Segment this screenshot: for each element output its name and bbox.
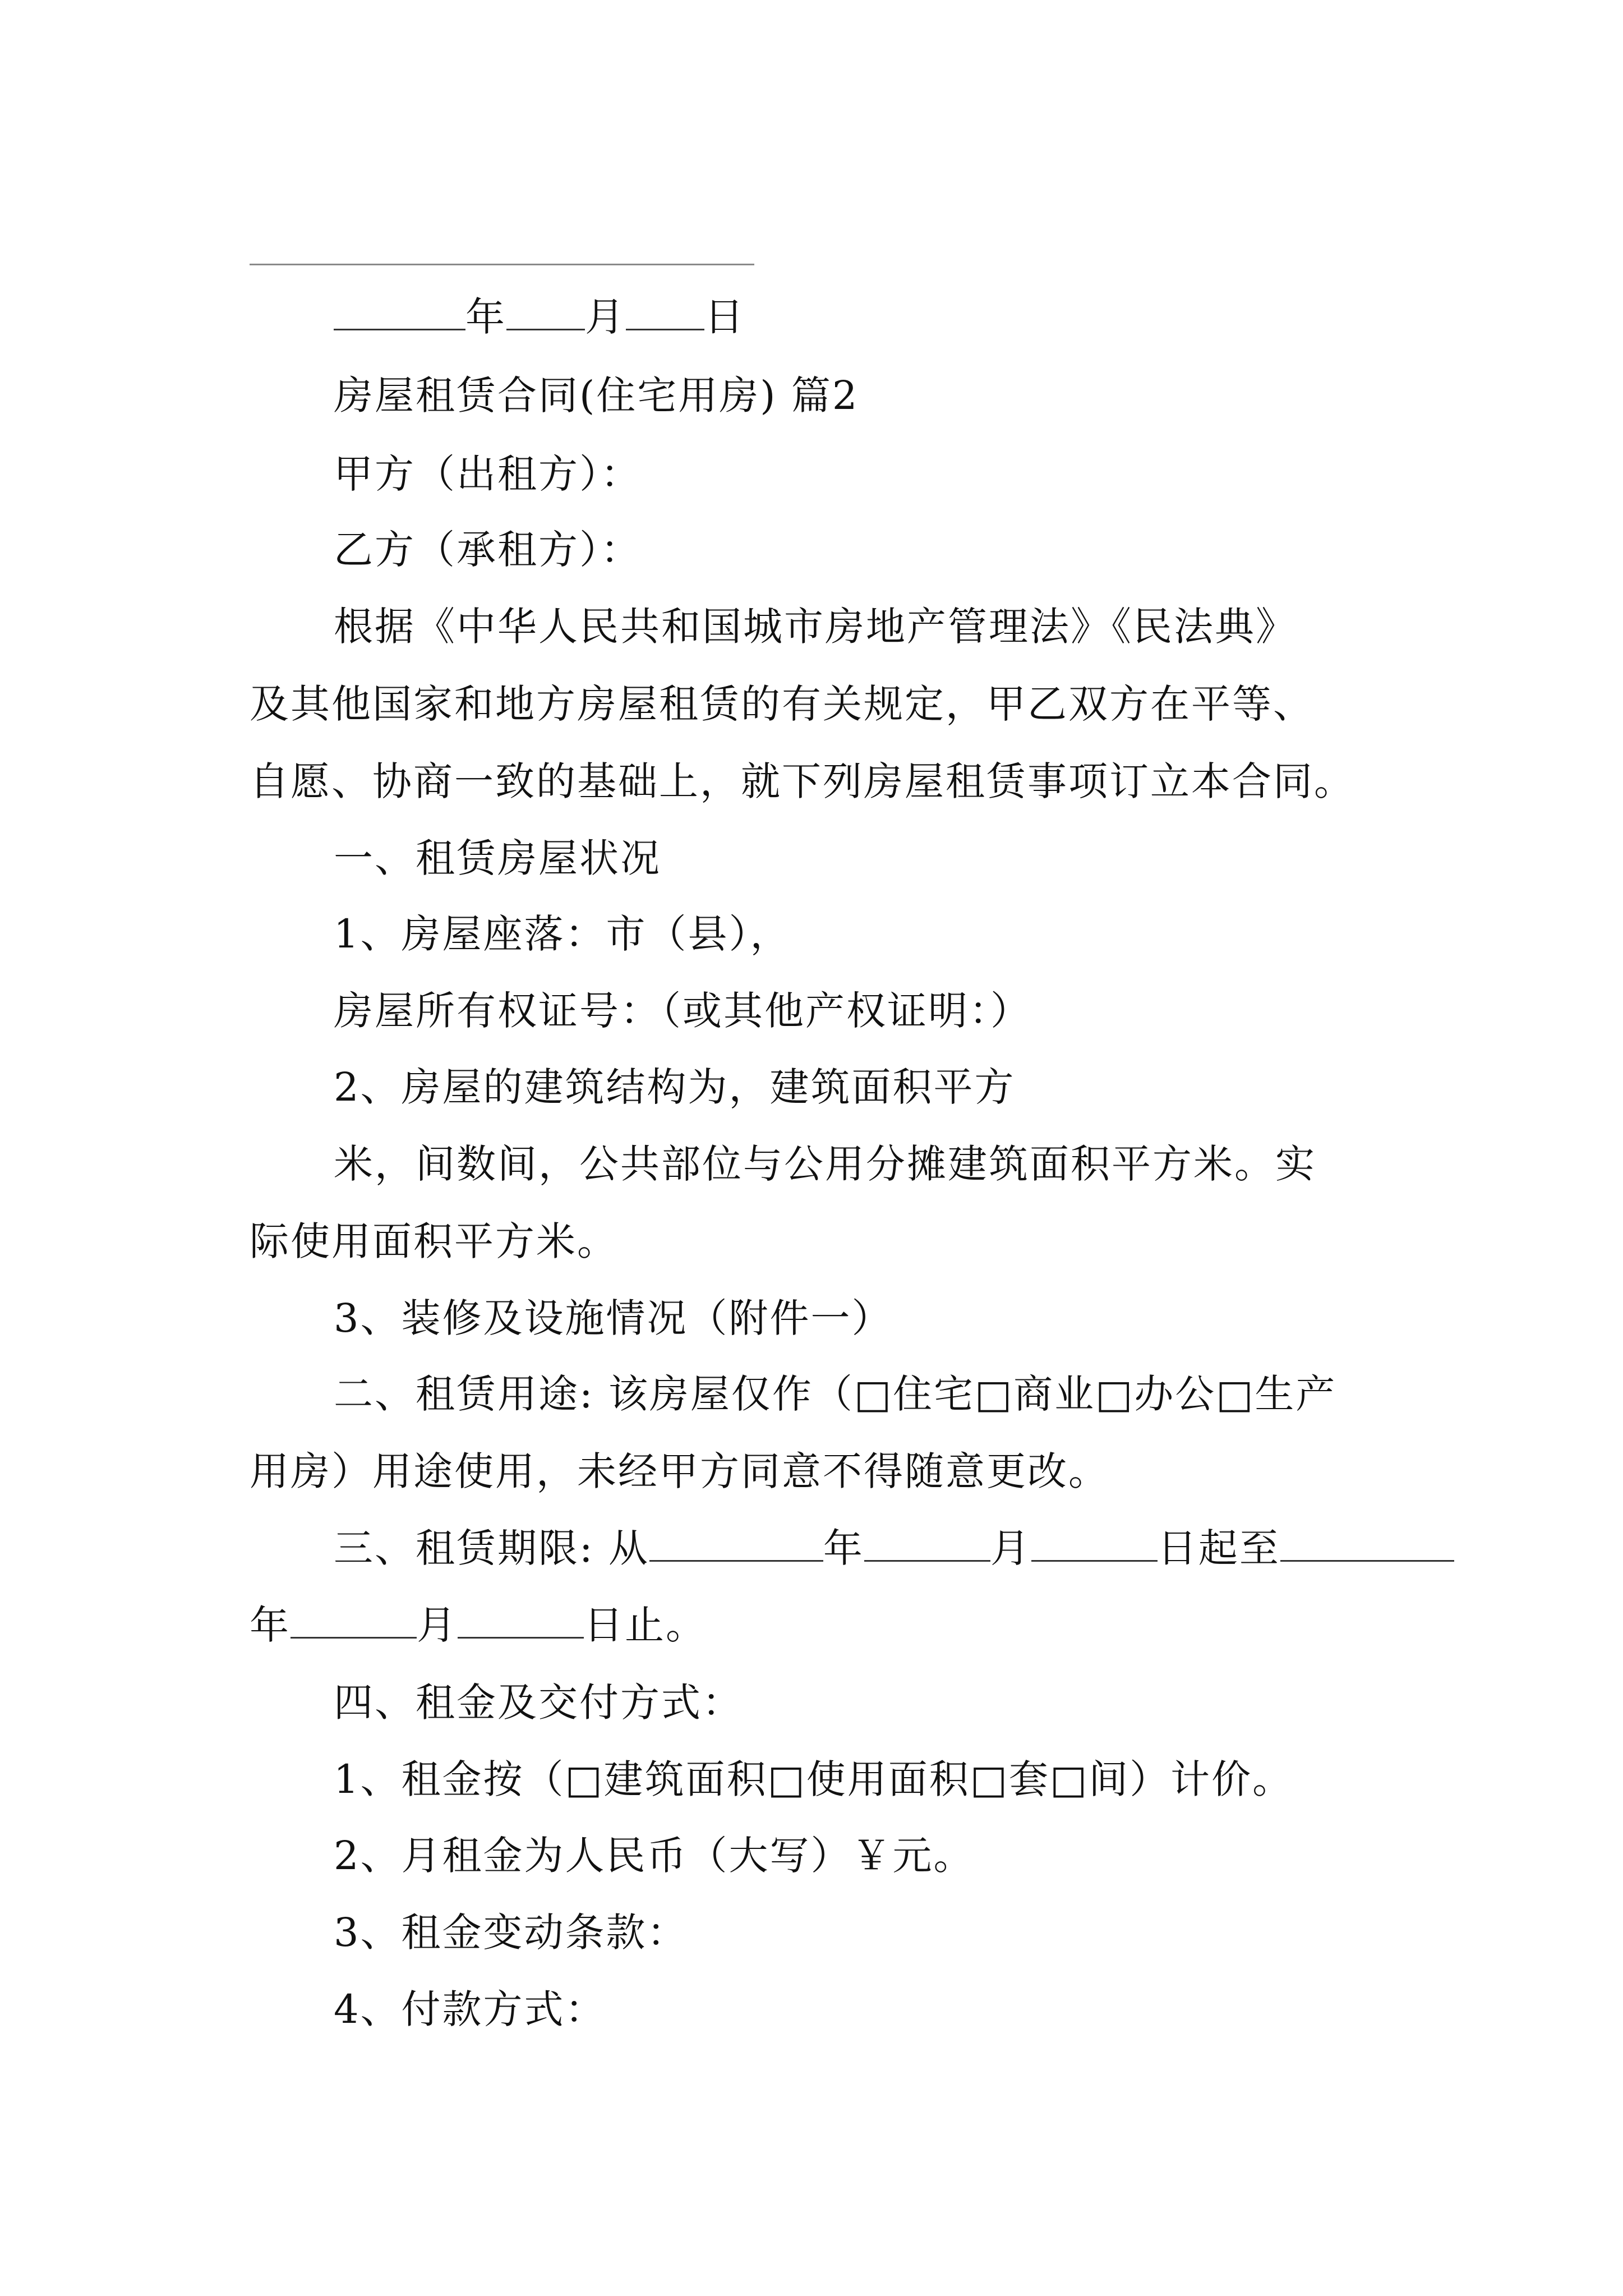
start-month-blank <box>864 1525 990 1562</box>
section-1-item-2-line-3: 际使用面积平方米。 <box>250 1218 618 1264</box>
section-1-certificate: 房屋所有权证号：（或其他产权证明：） <box>334 988 1031 1034</box>
date-line <box>250 292 1388 342</box>
end-day-blank <box>458 1602 584 1639</box>
party-a-label: 甲方（出租方）： <box>334 451 642 497</box>
preamble-line-2: 及其他国家和地方房屋租赁的有关规定，甲乙双方在平等、 <box>250 681 1314 727</box>
date-year-label: 年 <box>465 294 506 340</box>
start-day-blank <box>1031 1525 1158 1562</box>
document-title: 房屋租赁合同(住宅用房) 篇2 <box>334 372 859 418</box>
section-3-line-2 <box>250 1600 1388 1650</box>
section-4-item-1: 1、租金按（□建筑面积□使用面积□套□间）计价。 <box>334 1756 1294 1802</box>
term-month-label: 月 <box>990 1525 1031 1571</box>
term-end-year-label: 年 <box>250 1602 291 1648</box>
section-4-item-4: 4、付款方式： <box>334 1986 606 2032</box>
section-1-item-2-line-2: 米，间数间，公共部位与公用分摊建筑面积平方米。实 <box>334 1141 1316 1187</box>
section-4-item-2: 2、月租金为人民币（大写）￥元。 <box>334 1833 975 1879</box>
date-month-label: 月 <box>585 294 626 340</box>
preamble-line-3: 自愿、协商一致的基础上，就下列房屋租赁事项订立本合同。 <box>250 758 1355 804</box>
section-2-line-2: 用房）用途使用，未经甲方同意不得随意更改。 <box>250 1448 1109 1494</box>
term-year-label: 年 <box>823 1525 864 1571</box>
year-blank <box>334 294 465 330</box>
section-4-item-3: 3、租金变动条款： <box>334 1910 688 1955</box>
section-1-item-3: 3、装修及设施情况（附件一） <box>334 1295 893 1341</box>
signature-rule <box>250 264 754 265</box>
month-blank <box>506 294 585 330</box>
section-1-item-2-line-1: 2、房屋的建筑结构为，建筑面积平方 <box>334 1064 1016 1110</box>
term-prefix: 三、租赁期限: 从 <box>334 1525 649 1571</box>
end-year-blank <box>1280 1525 1454 1562</box>
day-blank <box>626 294 704 330</box>
date-day-label: 日 <box>704 294 745 340</box>
preamble-line-1: 根据《中华人民共和国城市房地产管理法》《民法典》 <box>334 604 1297 650</box>
term-end-label: 日止。 <box>584 1602 707 1648</box>
end-month-blank <box>291 1602 417 1639</box>
section-1-heading: 一、租赁房屋状况 <box>334 835 661 881</box>
section-2-line-1: 二、租赁用途: 该房屋仅作（□住宅□商业□办公□生产 <box>334 1371 1337 1417</box>
section-1-item-1: 1、房屋座落：市（县）， <box>334 911 791 957</box>
start-year-blank <box>649 1525 823 1562</box>
section-3-line-1 <box>250 1523 1388 1573</box>
term-end-month-label: 月 <box>417 1602 458 1648</box>
term-start-label: 日起至 <box>1157 1525 1280 1571</box>
party-b-label: 乙方（承租方）： <box>334 527 642 573</box>
section-4-heading: 四、租金及交付方式： <box>334 1680 743 1726</box>
